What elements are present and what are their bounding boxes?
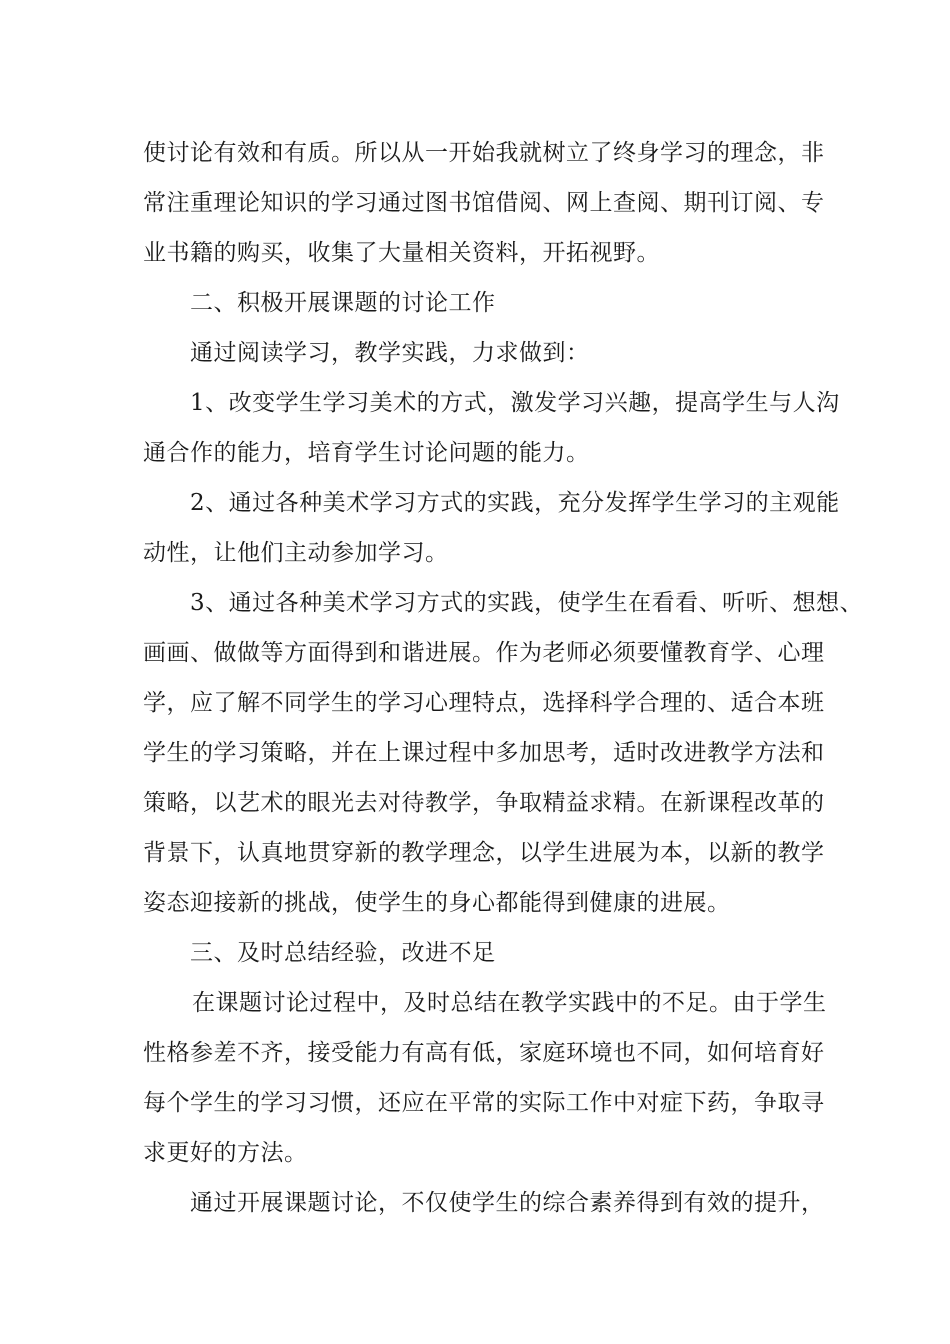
text-line: 通过阅读学习，教学实践，力求做到： (190, 340, 590, 366)
text-line: 在课题讨论过程中，及时总结在教学实践中的不足。由于学生 (192, 990, 827, 1016)
list-item: 3、通过各种美术学习方式的实践，使学生在看看、听听、想想、 (190, 590, 864, 616)
text-line: 学生的学习策略，并在上课过程中多加思考，适时改进教学方法和 (143, 740, 825, 766)
section-heading: 二、积极开展课题的讨论工作 (190, 290, 496, 316)
text-line: 常注重理论知识的学习通过图书馆借阅、网上查阅、期刊订阅、专 (143, 190, 825, 216)
list-item: 2、通过各种美术学习方式的实践，充分发挥学生学习的主观能 (190, 490, 840, 516)
text-line: 业书籍的购买，收集了大量相关资料，开拓视野。 (143, 240, 660, 266)
text-line: 动性，让他们主动参加学习。 (143, 540, 449, 566)
text-line: 姿态迎接新的挑战，使学生的身心都能得到健康的进展。 (143, 890, 731, 916)
text-line: 性格参差不齐，接受能力有高有低，家庭环境也不同，如何培育好 (143, 1040, 825, 1066)
text-line: 使讨论有效和有质。所以从一开始我就树立了终身学习的理念，非 (143, 140, 825, 166)
list-item: 1、改变学生学习美术的方式，激发学习兴趣，提高学生与人沟 (190, 390, 840, 416)
text-line: 画画、做做等方面得到和谐进展。作为老师必须要懂教育学、心理 (143, 640, 825, 666)
text-line: 策略，以艺术的眼光去对待教学，争取精益求精。在新课程改革的 (143, 790, 825, 816)
text-line: 通合作的能力，培育学生讨论问题的能力。 (143, 440, 590, 466)
text-line: 每个学生的学习习惯，还应在平常的实际工作中对症下药，争取寻 (143, 1090, 825, 1116)
text-line: 学，应了解不同学生的学习心理特点，选择科学合理的、适合本班 (143, 690, 825, 716)
text-line: 求更好的方法。 (143, 1140, 308, 1166)
section-heading: 三、及时总结经验，改进不足 (190, 940, 496, 966)
text-line: 通过开展课题讨论，不仅使学生的综合素养得到有效的提升， (190, 1190, 825, 1216)
text-line: 背景下，认真地贯穿新的教学理念，以学生进展为本，以新的教学 (143, 840, 825, 866)
